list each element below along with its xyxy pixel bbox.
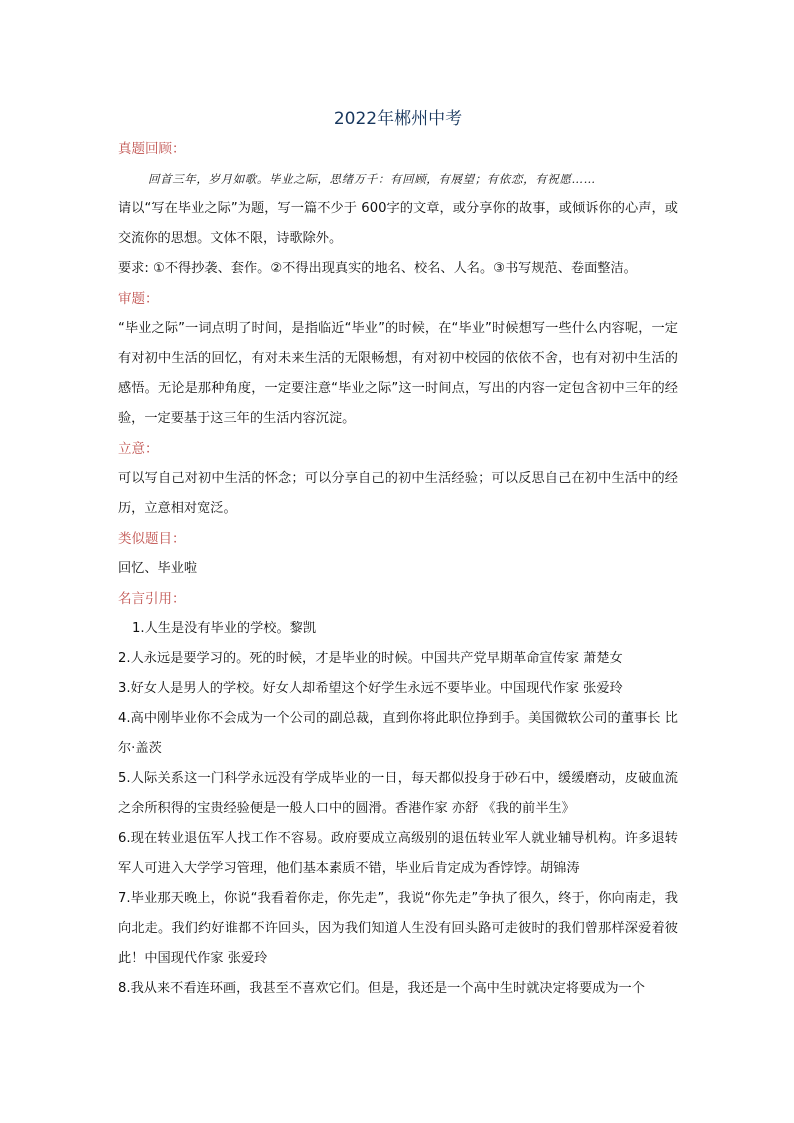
recall-heading: 真题回顾： xyxy=(118,141,186,157)
quote-item: 5.人际关系这一门科学永远没有学成毕业的一日，每天都似投身于砂石中，缓缓磨动，皮破血流之余所积得的宝贵经验便是一般人口中的圆滑。香港作家 亦舒 《我的前半生》 xyxy=(118,771,678,816)
document-body xyxy=(118,104,678,1004)
idea-heading: 立意： xyxy=(118,441,159,457)
analysis-heading: 审题： xyxy=(118,291,159,307)
quote-item: 7.毕业那天晚上，你说“我看着你走，你先走”，我说“你先走”争执了很久，终于，你向南走，我向北走。我们约好谁都不许回头，因为我们知道人生没有回头路可走彼时的我们曾那样深爱着彼此！中国现代作家 张爱玲 xyxy=(118,891,678,966)
quote-item: 4.高中刚毕业你不会成为一个公司的副总裁，直到你将此职位挣到手。美国微软公司的董事长 比尔·盖茨 xyxy=(118,711,678,756)
similar-heading: 类似题目： xyxy=(118,531,186,547)
prompt-paragraph: 请以“写在毕业之际”为题，写一篇不少于 600字的文章，或分享你的故事，或倾诉你的心声，或交流你的思想。文体不限，诗歌除外。 xyxy=(118,201,678,246)
quote-item: 2.人永远是要学习的。死的时候，才是毕业的时候。中国共产党早期革命宣传家 萧楚女 xyxy=(118,651,623,666)
intro-line: 回首三年，岁月如歌。毕业之际，思绪万千：有回顾，有展望；有依恋，有祝愿…… xyxy=(148,172,596,186)
quote-item: 1.人生是没有毕业的学校。黎凯 xyxy=(132,621,317,636)
similar-paragraph: 回忆、毕业啦 xyxy=(118,561,198,576)
requirements-paragraph: 要求: ①不得抄袭、套作。②不得出现真实的地名、校名、人名。③书写规范、卷面整洁。 xyxy=(118,261,637,276)
quotes-heading: 名言引用： xyxy=(118,591,186,607)
quote-item: 8.我从来不看连环画，我甚至不喜欢它们。但是，我还是一个高中生时就决定将要成为一个 xyxy=(118,981,645,996)
quote-item: 6.现在转业退伍军人找工作不容易。政府要成立高级别的退伍转业军人就业辅导机构。许多退转军人可进入大学学习管理，他们基本素质不错，毕业后肯定成为香饽饽。胡锦涛 xyxy=(118,831,678,876)
quote-item: 3.好女人是男人的学校。好女人却希望这个好学生永远不要毕业。中国现代作家 张爱玲 xyxy=(118,681,623,696)
idea-paragraph: 可以写自己对初中生活的怀念；可以分享自己的初中生活经验；可以反思自己在初中生活中的经历，立意相对宽泛。 xyxy=(118,471,678,516)
analysis-paragraph: “毕业之际”一词点明了时间，是指临近“毕业”的时候，在“毕业”时候想写一些什么内容呢，一定有对初中生活的回忆，有对未来生活的无限畅想，有对初中校园的依依不舍，也有对初中生活的感悟。无论是那种角度，一定要注意“毕业之际”这一时间点，写出的内容一定包含初中三年的经验，一定要基于这三年的生活内容沉淀。 xyxy=(118,321,678,426)
page-title: 2022年郴州中考 xyxy=(333,109,463,129)
